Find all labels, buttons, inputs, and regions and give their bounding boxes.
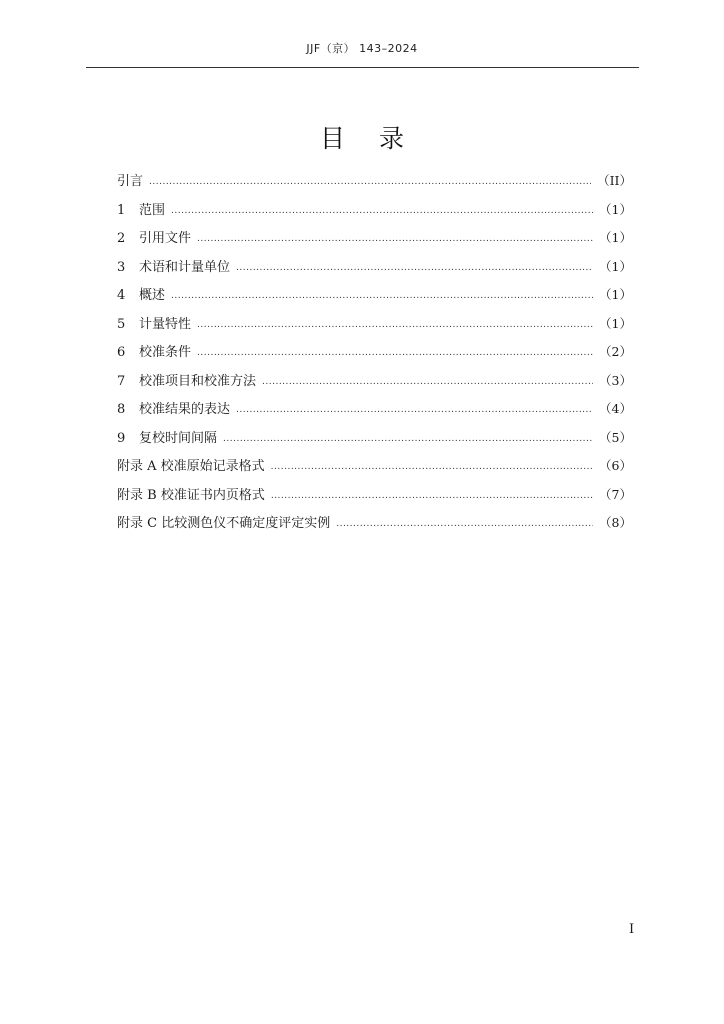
header-divider <box>86 67 639 68</box>
toc-entry-label: 附录 B 校准证书内页格式 <box>117 487 265 503</box>
toc-entry-label: 校准条件 <box>139 345 192 360</box>
toc-entry-appendix-a[interactable] <box>117 455 632 484</box>
toc-entry-number: 4 <box>117 288 126 303</box>
toc-entry-7[interactable] <box>117 370 632 399</box>
toc-entry-page: （6） <box>599 458 632 473</box>
toc-entry-number: 7 <box>117 373 126 389</box>
toc-leader-dots <box>223 430 593 443</box>
toc-entry-page: （8） <box>599 515 632 530</box>
toc-leader-dots <box>149 173 591 186</box>
toc-entry-appendix-c[interactable] <box>117 512 632 541</box>
page-number: I <box>629 922 635 937</box>
toc-entry-5[interactable] <box>117 313 632 342</box>
toc-entry-label: 校准项目和校准方法 <box>139 373 257 389</box>
toc-entry-page: （5） <box>599 429 632 445</box>
toc-entry-page: （1） <box>599 287 632 302</box>
toc-entry-number: 3 <box>117 259 126 275</box>
toc-entry-2[interactable] <box>117 227 632 256</box>
toc-entry-page: （4） <box>599 401 632 416</box>
toc-entry-3[interactable] <box>117 256 632 285</box>
toc-entry-number: 9 <box>117 430 126 446</box>
toc-entry-page: （3） <box>599 372 632 388</box>
toc-entry-9[interactable] <box>117 427 632 456</box>
toc-entry-appendix-b[interactable] <box>117 484 632 513</box>
toc-entry-number: 2 <box>117 231 126 246</box>
toc-leader-dots <box>171 287 593 300</box>
toc-leader-dots <box>271 458 593 471</box>
toc-entry-page: （1） <box>599 201 632 217</box>
table-of-contents <box>117 170 632 541</box>
toc-entry-label: 计量特性 <box>139 316 192 332</box>
toc-entry-1[interactable] <box>117 199 632 228</box>
toc-entry-6[interactable] <box>117 341 632 370</box>
toc-leader-dots <box>336 515 593 528</box>
toc-entry-label: 概述 <box>139 288 166 303</box>
toc-entry-label: 术语和计量单位 <box>139 259 231 275</box>
toc-entry-label: 校准结果的表达 <box>139 402 231 417</box>
toc-entry-8[interactable] <box>117 398 632 427</box>
toc-leader-dots <box>197 230 593 243</box>
toc-entry-page: （1） <box>599 315 632 331</box>
toc-leader-dots <box>236 259 593 272</box>
toc-entry-label: 附录 C 比较测色仪不确定度评定实例 <box>117 516 331 531</box>
toc-entry-number: 6 <box>117 345 126 360</box>
toc-entry-page: （1） <box>599 230 632 245</box>
toc-entry-label: 范围 <box>139 202 166 218</box>
toc-leader-dots <box>197 344 593 357</box>
toc-leader-dots <box>197 316 593 329</box>
toc-entry-page: （1） <box>599 258 632 274</box>
toc-leader-dots <box>171 202 593 215</box>
toc-entry-label: 引用文件 <box>139 231 192 246</box>
toc-leader-dots <box>236 401 593 414</box>
toc-entry-page: （7） <box>599 486 632 502</box>
toc-entry-page: （2） <box>599 344 632 359</box>
page-title: 目录 <box>319 124 438 153</box>
toc-entry-label: 复校时间间隔 <box>139 430 218 446</box>
toc-entry-number: 5 <box>117 316 126 332</box>
toc-entry-label: 引言 <box>117 174 144 189</box>
toc-entry-number: 1 <box>117 202 126 218</box>
toc-entry-label: 附录 A 校准原始记录格式 <box>117 459 265 474</box>
toc-entry-page: （II） <box>597 173 632 188</box>
toc-entry-foreword[interactable] <box>117 170 632 199</box>
toc-entry-4[interactable] <box>117 284 632 313</box>
toc-leader-dots <box>271 487 593 500</box>
toc-leader-dots <box>262 373 593 386</box>
document-header: JJF（京） 143–2024 <box>306 42 418 55</box>
toc-entry-number: 8 <box>117 402 126 417</box>
